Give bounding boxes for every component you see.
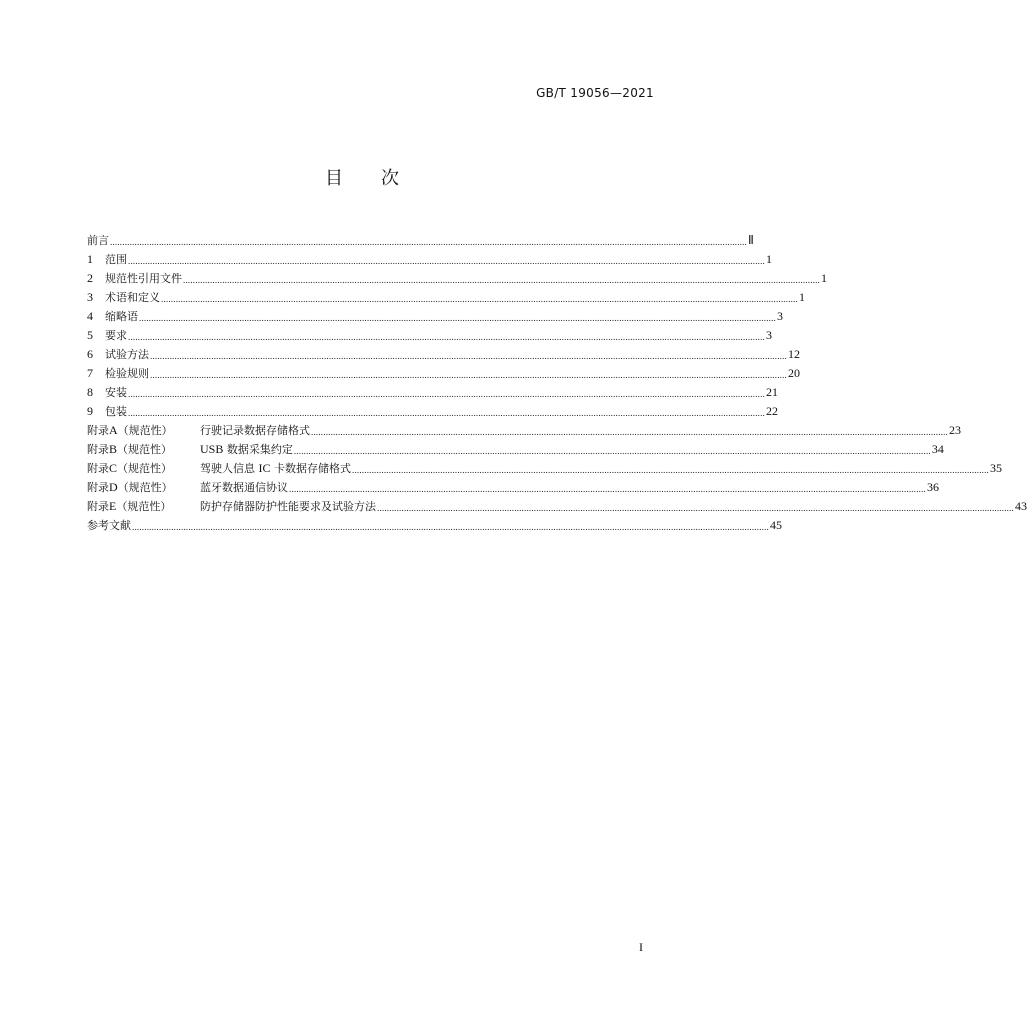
toc-entry-number: 6 [87, 347, 93, 361]
annex-label: 附录A（规范性） [87, 423, 173, 437]
toc-entry-text: USB 数据采集约定 [200, 442, 293, 456]
toc-entry-number: 2 [87, 271, 93, 285]
toc-entry-number: 8 [87, 385, 93, 399]
toc-entry-text: 蓝牙数据通信协议 [200, 481, 288, 494]
toc-entry-text: 驾驶人信息 IC 卡数据存储格式 [200, 461, 351, 475]
toc-entry-inspection-rules[interactable] [87, 362, 800, 381]
toc-leader-dots: .................................................................................................................................................................................................................................................................... [128, 389, 765, 399]
standard-code: GB/T 19056—2021 [536, 86, 654, 100]
toc-entry-annex-d[interactable] [87, 476, 939, 495]
toc-entry-text: 术语和定义 [105, 291, 160, 304]
toc-entry-number: 9 [87, 404, 93, 418]
toc-entry-requirements[interactable] [87, 324, 772, 343]
page-number: I [639, 940, 643, 954]
toc-entry-text: 安装 [105, 386, 127, 399]
toc-entry-text: 规范性引用文件 [105, 272, 182, 285]
toc-leader-dots: .................................................................................................................................................................................................................................................................... [110, 237, 747, 247]
toc-leader-dots: .................................................................................................................................................................................................................................................................... [161, 294, 798, 304]
toc-entry-number: 4 [87, 309, 93, 323]
toc-title-right: 次 [381, 168, 399, 189]
toc-leader-dots: .................................................................................................................................................................................................................................................................... [289, 484, 926, 494]
toc-entry-annex-e[interactable] [87, 495, 1027, 514]
toc-entry-text: 行驶记录数据存储格式 [200, 424, 310, 437]
toc-entry-installation[interactable] [87, 381, 778, 400]
toc-leader-dots: .................................................................................................................................................................................................................................................................... [377, 503, 1014, 513]
toc-entry-page: 1 [821, 271, 827, 285]
toc-leader-dots: .................................................................................................................................................................................................................................................................... [139, 313, 776, 323]
toc-leader-dots: .................................................................................................................................................................................................................................................................... [311, 427, 948, 437]
toc-leader-dots: .................................................................................................................................................................................................................................................................... [352, 465, 989, 475]
annex-label: 附录C（规范性） [87, 461, 173, 475]
toc-leader-dots: .................................................................................................................................................................................................................................................................... [132, 522, 769, 532]
toc-entry-number: 7 [87, 366, 93, 380]
toc-entry-annex-a[interactable] [87, 419, 961, 438]
annex-label: 附录E（规范性） [87, 499, 172, 513]
toc-entry-bibliography[interactable] [87, 514, 782, 533]
toc-entry-page: 20 [788, 366, 800, 380]
toc-entry-number: 5 [87, 328, 93, 342]
toc-entry-text: 缩略语 [105, 310, 138, 323]
toc-entry-text: 参考文献 [87, 519, 131, 532]
toc-entry-abbreviations[interactable] [87, 305, 783, 324]
toc-entry-page: 1 [799, 290, 805, 304]
toc-entry-scope[interactable] [87, 248, 772, 267]
toc-entry-normative-references[interactable] [87, 267, 827, 286]
toc-entry-page: 35 [990, 461, 1002, 475]
annex-label: 附录B（规范性） [87, 442, 173, 456]
toc-entry-page: 43 [1015, 499, 1027, 513]
toc-entry-test-methods[interactable] [87, 343, 800, 362]
toc-entry-page: 22 [766, 404, 778, 418]
toc-entry-text: 包装 [105, 405, 127, 418]
toc-entry-text: 前言 [87, 234, 109, 247]
toc-entry-annex-c[interactable] [87, 457, 1002, 476]
toc-entry-page: 3 [777, 309, 783, 323]
annex-label: 附录D（规范性） [87, 480, 173, 494]
table-of-contents [87, 229, 1027, 533]
toc-entry-text: 防护存储器防护性能要求及试验方法 [200, 500, 376, 513]
toc-entry-text: 检验规则 [105, 367, 149, 380]
toc-entry-number: 3 [87, 290, 93, 304]
toc-title [0, 164, 724, 190]
annex-letter: A [109, 423, 118, 437]
toc-entry-text: 试验方法 [105, 348, 149, 361]
toc-leader-dots: .................................................................................................................................................................................................................................................................... [128, 256, 765, 266]
toc-title-left: 目 [325, 168, 343, 189]
toc-entry-text: 要求 [105, 329, 127, 342]
annex-letter: D [109, 480, 118, 494]
toc-entry-page: Ⅱ [748, 233, 754, 247]
toc-leader-dots: .................................................................................................................................................................................................................................................................... [183, 275, 820, 285]
toc-entry-page: 23 [949, 423, 961, 437]
toc-entry-annex-b[interactable] [87, 438, 944, 457]
annex-letter: C [109, 461, 118, 475]
toc-entry-page: 45 [770, 518, 782, 532]
annex-letter: E [109, 499, 117, 513]
toc-entry-page: 3 [766, 328, 772, 342]
toc-leader-dots: .................................................................................................................................................................................................................................................................... [128, 408, 765, 418]
toc-entry-text: 范围 [105, 253, 127, 266]
toc-entry-packaging[interactable] [87, 400, 778, 419]
toc-leader-dots: .................................................................................................................................................................................................................................................................... [150, 370, 787, 380]
annex-letter: B [109, 442, 118, 456]
toc-entry-page: 1 [766, 252, 772, 266]
toc-entry-number: 1 [87, 252, 93, 266]
toc-entry-page: 36 [927, 480, 939, 494]
toc-entry-page: 34 [931, 442, 944, 456]
toc-leader-dots: .................................................................................................................................................................................................................................................................... [128, 332, 765, 342]
toc-leader-dots: .................................................................................................................................................................................................................................................................... [293, 446, 931, 456]
toc-entry-page: 21 [766, 385, 778, 399]
toc-leader-dots: .................................................................................................................................................................................................................................................................... [150, 351, 787, 361]
toc-entry-page: 12 [788, 347, 800, 361]
toc-entry-terms-definitions[interactable] [87, 286, 805, 305]
toc-entry-foreword[interactable] [87, 229, 754, 248]
